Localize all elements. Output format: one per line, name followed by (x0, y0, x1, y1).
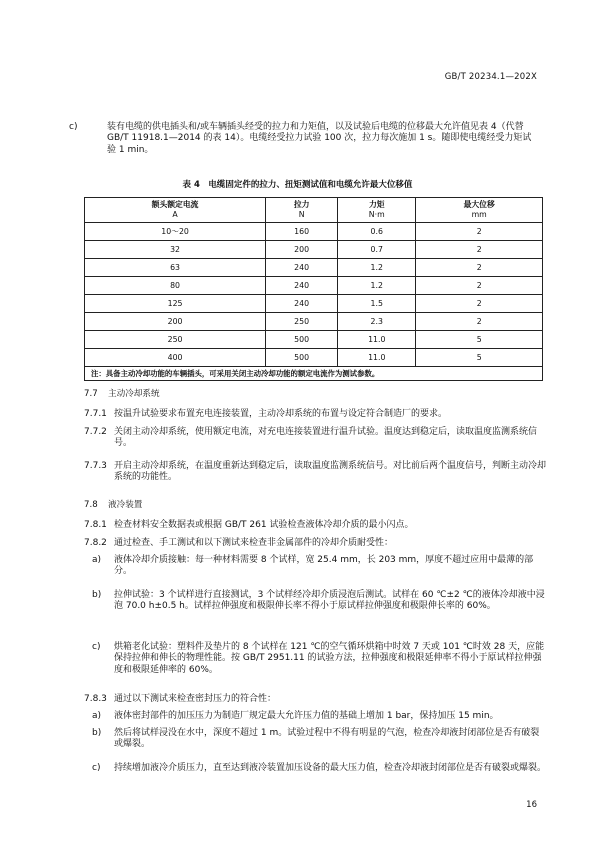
text-span: 开启主动冷却系统，在温度重新达到稳定后，读取温度监测系统信号。对比前后两个温度信号，判断主动冷却系统的功能性。 (114, 461, 547, 483)
table-4 (84, 197, 543, 381)
table-cell: 0.7 (338, 241, 416, 259)
item-7-8-3-c (84, 763, 546, 774)
section-7-7-heading (84, 389, 160, 400)
text-span: 7.8.1 (84, 520, 107, 530)
item-c-text: 装有电缆的供电插头和/或车辆插头经受的拉力和力矩值，以及试验后电缆的位移最大允许值见表 4（代替 GB/T 11918.1—2014 的表 14）。电缆经受拉力试验 100 次，拉力每次施加 1 s。随即使电缆经受力矩试验 1 min。 (107, 122, 532, 155)
text-span: 7.7 (84, 389, 98, 399)
table-cell: 2 (416, 223, 543, 241)
table-cell: 400 (85, 349, 266, 367)
text-span: N (298, 210, 305, 219)
text-span: N·m (368, 210, 385, 219)
text-span: 按温升试验要求布置充电连接装置，主动冷却系统的布置与设定符合制造厂的要求。 (114, 409, 448, 419)
item-7-8-3-b (84, 728, 546, 751)
table-row (85, 223, 543, 241)
para-7-8-3 (84, 694, 546, 705)
table-cell: 11.0 (338, 349, 416, 367)
table-cell: 125 (85, 295, 266, 313)
table-4-caption: 表 4 电缆固定件的拉力、扭矩测试值和电缆允许最大位移值 (182, 180, 413, 190)
text-span: 7.8.2 (84, 538, 107, 548)
table-cell: 10～20 (85, 223, 266, 241)
table-row (85, 331, 543, 349)
table-cell: 63 (85, 259, 266, 277)
table-cell: 200 (266, 241, 338, 259)
text-span: 7.7.2 (84, 427, 107, 437)
text-span: 拉伸试验：3 个试样进行直接测试，3 个试样经冷却介质浸泡后测试。试样在 60 ℃±2 ℃的液体冷却液中浸泡 70.0 h±0.5 h。试样拉伸强度和极限伸长率不得小于原试样拉伸强度和极限伸长率的 60%。 (114, 590, 545, 612)
text-span: A (172, 210, 178, 219)
table-cell: 250 (85, 331, 266, 349)
table-cell: 5 (416, 331, 543, 349)
text-span: 额头额定电流 (151, 200, 199, 210)
table-cell: 1.2 (338, 259, 416, 277)
item-7-8-2-b (84, 590, 546, 613)
table-header-row (85, 198, 543, 223)
table-cell: 5 (416, 349, 543, 367)
col-header-current (85, 198, 266, 223)
text-span: c) (92, 763, 101, 773)
table-cell: 200 (85, 313, 266, 331)
text-span: c) (92, 642, 101, 652)
item-7-8-2-c (84, 642, 546, 676)
table-cell: 2 (416, 259, 543, 277)
table-cell: 250 (266, 313, 338, 331)
table-cell: 240 (266, 295, 338, 313)
text-span: 拉力 (293, 200, 310, 210)
text-span: mm (471, 210, 487, 219)
text-span: 通过以下测试来检查密封压力的符合性： (114, 694, 277, 704)
text-span: 最大位移 (463, 200, 495, 210)
text-span: 持续增加液冷介质压力，直至达到液冷装置加压设备的最大压力值，检查冷却液封闭部位是否有破裂或爆裂。 (114, 763, 547, 773)
table-cell: 2 (416, 277, 543, 295)
text-span: 7.8.3 (84, 694, 107, 704)
para-7-7-1 (84, 409, 546, 420)
para-7-8-2 (84, 538, 546, 549)
table-cell: 500 (266, 331, 338, 349)
standard-id-header: GB/T 20234.1—202X (444, 72, 537, 82)
item-c (69, 122, 539, 156)
table-row (85, 241, 543, 259)
table-cell: 80 (85, 277, 266, 295)
table-cell: 2 (416, 313, 543, 331)
text-span: 液体密封部件的加压压力为制造厂规定最大允许压力值的基础上增加 1 bar，保持加压 15 min。 (114, 711, 499, 721)
col-header-max-displacement (416, 198, 543, 223)
table-cell: 1.2 (338, 277, 416, 295)
item-7-8-3-a (84, 711, 546, 722)
table-cell: 240 (266, 277, 338, 295)
table-note: 注：具备主动冷却功能的车辆插头，可采用关闭主动冷却功能的额定电流作为测试参数。 (85, 367, 543, 381)
text-span: 关闭主动冷却系统，使用额定电流，对充电连接装置进行温升试验。温度达到稳定后，读取温度监测系统信号。 (114, 427, 538, 449)
col-header-torque (338, 198, 416, 223)
table-row (85, 295, 543, 313)
para-7-7-3 (84, 461, 546, 484)
para-7-8-1 (84, 520, 546, 531)
table-row (85, 277, 543, 295)
table-cell: 0.6 (338, 223, 416, 241)
table-row (85, 259, 543, 277)
text-span: 主动冷却系统 (108, 389, 160, 399)
table-cell: 2.3 (338, 313, 416, 331)
table-cell: 500 (266, 349, 338, 367)
text-span: 液冷装置 (108, 500, 143, 510)
table-note-row (85, 367, 543, 381)
col-header-pull-force (266, 198, 338, 223)
table-cell: 11.0 (338, 331, 416, 349)
table-cell: 2 (416, 295, 543, 313)
text-span: a) (92, 711, 102, 721)
text-span: 力矩 (368, 200, 385, 210)
text-span: 检查材料安全数据表或根据 GB/T 261 试验检查液体冷却介质的最小闪点。 (114, 520, 414, 530)
item-7-8-2-a (84, 555, 546, 578)
text-span: 烘箱老化试验：塑料件及垫片的 8 个试样在 121 ℃的空气循环烘箱中时效 7 天或 101 ℃时效 28 天，应能保持拉伸和伸长的物理性能。按 GB/T 2951.11 的试验方法，拉伸强度和极限延伸率不得小于原试样拉伸强度和极限延伸率的 60%。 (114, 642, 545, 675)
para-7-7-2 (84, 427, 546, 450)
table-cell: 32 (85, 241, 266, 259)
table-cell: 160 (266, 223, 338, 241)
table-row (85, 349, 543, 367)
table-cell: 1.5 (338, 295, 416, 313)
text-span: 通过检查、手工测试和以下测试来检查非金属部件的冷却介质耐受性： (114, 538, 394, 548)
page-number: 16 (526, 800, 537, 810)
table-cell: 240 (266, 259, 338, 277)
text-span: b) (92, 590, 102, 600)
text-span: 7.7.1 (84, 409, 107, 419)
text-span: 7.8 (84, 500, 98, 510)
table-row (85, 313, 543, 331)
text-span: b) (92, 728, 102, 738)
text-span: a) (92, 555, 102, 565)
text-span: 7.7.3 (84, 461, 107, 471)
text-span: 然后将试样浸没在水中，深度不超过 1 m。试验过程中不得有明显的气泡，检查冷却液封闭部位是否有破裂或爆裂。 (114, 728, 540, 750)
table-cell: 2 (416, 241, 543, 259)
item-c-label: c) (69, 122, 78, 132)
text-span: 液体冷却介质接触：每一种材料需要 8 个试样，宽 25.4 mm，长 203 mm，厚度不超过应用中最薄的部分。 (114, 555, 534, 577)
section-7-8-heading (84, 500, 142, 511)
